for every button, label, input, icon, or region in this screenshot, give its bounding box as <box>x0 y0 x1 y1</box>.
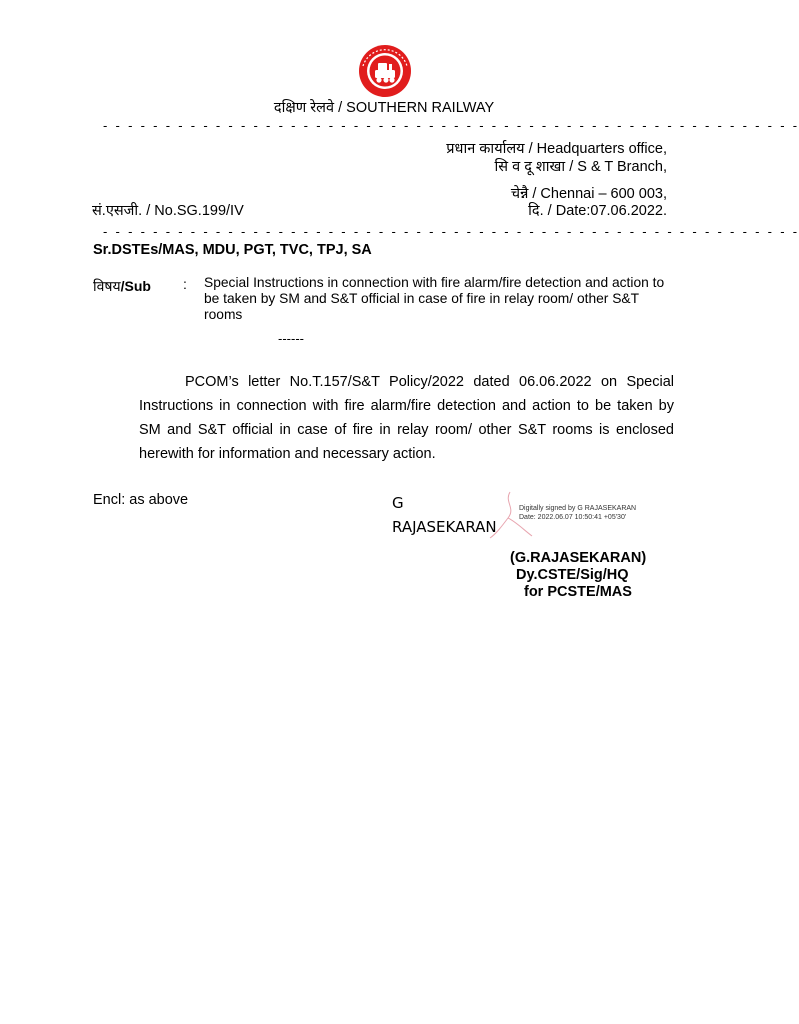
logo-emblem-icon <box>353 44 417 98</box>
officer-name: (G.RAJASEKARAN) <box>510 550 647 566</box>
officer-block <box>510 550 646 601</box>
officer-for: for PCSTE/MAS <box>524 584 632 600</box>
indian-railways-logo <box>353 44 417 98</box>
reference-separator: - - - - - - - - - - - - - - - - - - - - - - - - - - - - - - - - - - - - - - - - - - - - - - - - - - - - - - - - <box>103 224 799 239</box>
subject-label-hindi: विषय <box>93 278 121 294</box>
subject-label-english: /Sub <box>120 278 151 294</box>
subject-text: Special Instructions in connection with fire alarm/fire detection and action to be taken by SM and S&T official in case of fire in relay room/ other S&T rooms <box>204 275 665 322</box>
subject-colon: : <box>183 276 187 292</box>
letter-date: दि. / Date:07.06.2022. <box>528 203 667 219</box>
subject-label <box>93 277 151 296</box>
addressee: Sr.DSTEs/MAS, MDU, PGT, TVC, TPJ, SA <box>93 242 372 258</box>
office-line-2: सि व दू शाखा / S & T Branch, <box>494 159 667 175</box>
subject-underline: ------ <box>278 331 304 346</box>
place-line: चेन्नै / Chennai – 600 003, <box>510 186 667 202</box>
railway-title: दक्षिण रेलवे / SOUTHERN RAILWAY <box>273 100 495 116</box>
digital-signature-note: Digitally signed by G RAJASEKARAN Date: 2022.06.07 10:50:41 +05'30' <box>519 505 637 521</box>
signature-name: G RAJASEKARAN <box>392 494 497 536</box>
body-paragraph: PCOM’s letter No.T.157/S&T Policy/2022 dated 06.06.2022 on Special Instructions in connection with fire alarm/fire detection and action to be taken by SM and S&T official in case of fire in relay room/ other S&T rooms is enclosed herewith for information and necessary action. <box>139 374 674 462</box>
enclosure-note: Encl: as above <box>93 492 189 508</box>
header-separator: - - - - - - - - - - - - - - - - - - - - - - - - - - - - - - - - - - - - - - - - - - - - - - - - - - - - - - - - <box>103 118 799 133</box>
office-line-1: प्रधान कार्यालय / Headquarters office, <box>446 141 667 157</box>
officer-designation: Dy.CSTE/Sig/HQ <box>516 567 629 583</box>
reference-number: सं.एसजी. / No.SG.199/IV <box>92 203 244 219</box>
